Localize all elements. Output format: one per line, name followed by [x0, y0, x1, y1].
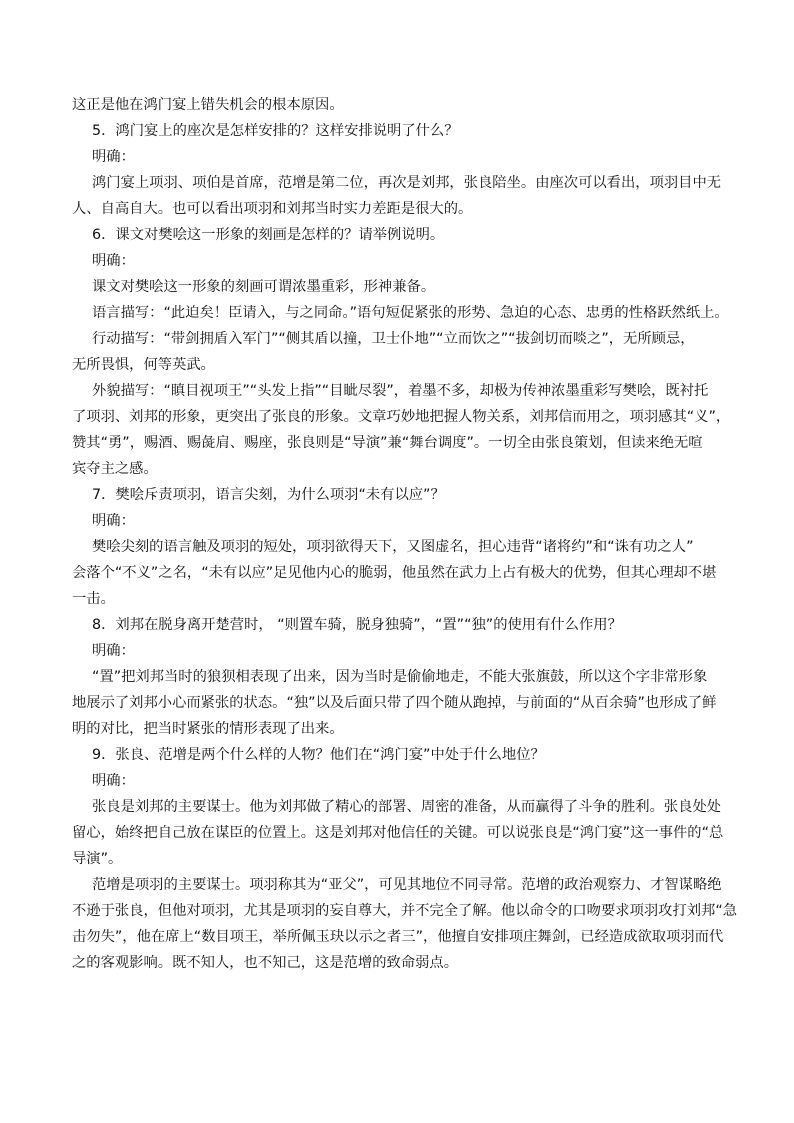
text-line: 这正是他在鸿门宴上错失机会的根本原因。 — [72, 97, 344, 113]
text-line: 地展示了刘邦小心而紧张的状态。“独”以及后面只带了四个随从跑掉，与前面的“从百余骑”也形成了鲜 — [72, 695, 717, 711]
text-line: 8．刘邦在脱身离开楚营时， “则置车骑，脱身独骑”，“置”“独”的使用有什么作用？ — [92, 617, 622, 633]
text-line: 击勿失”，他在席上“数目项王，举所佩玉玦以示之者三”，他擅自安排项庄舞剑，已经造成欲取项羽而代 — [72, 929, 724, 945]
text-line: 留心，始终把自己放在谋臣的位置上。这是刘邦对他信任的关键。可以说张良是“鸿门宴”这一事件的“总 — [72, 825, 724, 841]
text-line: 之的客观影响。既不知人，也不知己，这是范增的致命弱点。 — [72, 955, 459, 971]
document-body — [72, 92, 738, 976]
text-line: 外貌描写：“瞋目视项王”“头发上指”“目眦尽裂”，着墨不多，却极为传神浓墨重彩写樊哙，既衬托 — [92, 383, 709, 399]
text-line: 7．樊哙斥责项羽，语言尖刻，为什么项羽“未有以应”？ — [92, 487, 445, 503]
text-line: 9．张良、范增是两个什么样的人物？他们在“鸿门宴”中处于什么地位？ — [92, 747, 545, 763]
text-line: 明的对比，把当时紧张的情形表现了出来。 — [72, 721, 344, 737]
text-line: 范增是项羽的主要谋士。项羽称其为“亚父”，可见其地位不同寻常。范增的政治观察力、才智谋略绝 — [92, 877, 722, 893]
text-line: 会落个“不义”之名，“未有以应”足见他内心的脆弱，他虽然在武力上占有极大的优势，但其心理却不堪 — [72, 565, 717, 581]
text-line: 明确： — [92, 773, 135, 789]
text-line: 语言描写：“此迫矣！臣请入，与之同命。”语句短促紧张的形势、急迫的心态、忠勇的性格跃然纸上。 — [92, 305, 729, 321]
text-line: 张良是刘邦的主要谋士。他为刘邦做了精心的部署、周密的准备，从而赢得了斗争的胜利。张良处处 — [92, 799, 722, 815]
text-line: 课文对樊哙这一形象的刻画可谓浓墨重彩，形神兼备。 — [92, 279, 436, 295]
text-line: 无所畏惧，何等英武。 — [72, 357, 215, 373]
text-line: 导演”。 — [72, 851, 123, 867]
text-line: 5．鸿门宴上的座次是怎样安排的？这样安排说明了什么？ — [92, 123, 459, 139]
text-line: 6．课文对樊哙这一形象的刻画是怎样的？请举例说明。 — [92, 227, 445, 243]
text-line: 一击。 — [72, 591, 115, 607]
text-line: 明确： — [92, 513, 135, 529]
text-line: 了项羽、刘邦的形象，更突出了张良的形象。文章巧妙地把握人物关系，刘邦信而用之，项羽感其“义”， — [72, 409, 731, 425]
text-line: 行动描写：“带剑拥盾入军门”“侧其盾以撞，卫士仆地”“立而饮之”“拔剑切而啖之”，无所顾忌， — [92, 331, 695, 347]
text-line: “置”把刘邦当时的狼狈相表现了出来，因为当时是偷偷地走，不能大张旗鼓，所以这个字非常形象 — [92, 669, 708, 685]
text-line: 赞其“勇”，赐酒、赐彘肩、赐座，张良则是“导演”兼“舞台调度”。一切全由张良策划，但读来绝无喧 — [72, 435, 703, 451]
text-line: 明确： — [92, 643, 135, 659]
text-line: 明确： — [92, 253, 135, 269]
text-line: 鸿门宴上项羽、项伯是首席，范增是第二位，再次是刘邦，张良陪坐。由座次可以看出，项羽目中无 — [92, 175, 722, 191]
text-line: 不逊于张良，但他对项羽，尤其是项羽的妄自尊大，并不完全了解。他以命令的口吻要求项羽攻打刘邦“急 — [72, 903, 738, 919]
text-line: 宾夺主之感。 — [72, 461, 158, 477]
text-line: 明确： — [92, 149, 135, 165]
text-line: 樊哙尖刻的语言触及项羽的短处，项羽欲得天下，又图虚名，担心违背“诸将约”和“诛有功之人” — [92, 539, 694, 555]
text-line: 人、自高自大。也可以看出项羽和刘邦当时实力差距是很大的。 — [72, 201, 473, 217]
